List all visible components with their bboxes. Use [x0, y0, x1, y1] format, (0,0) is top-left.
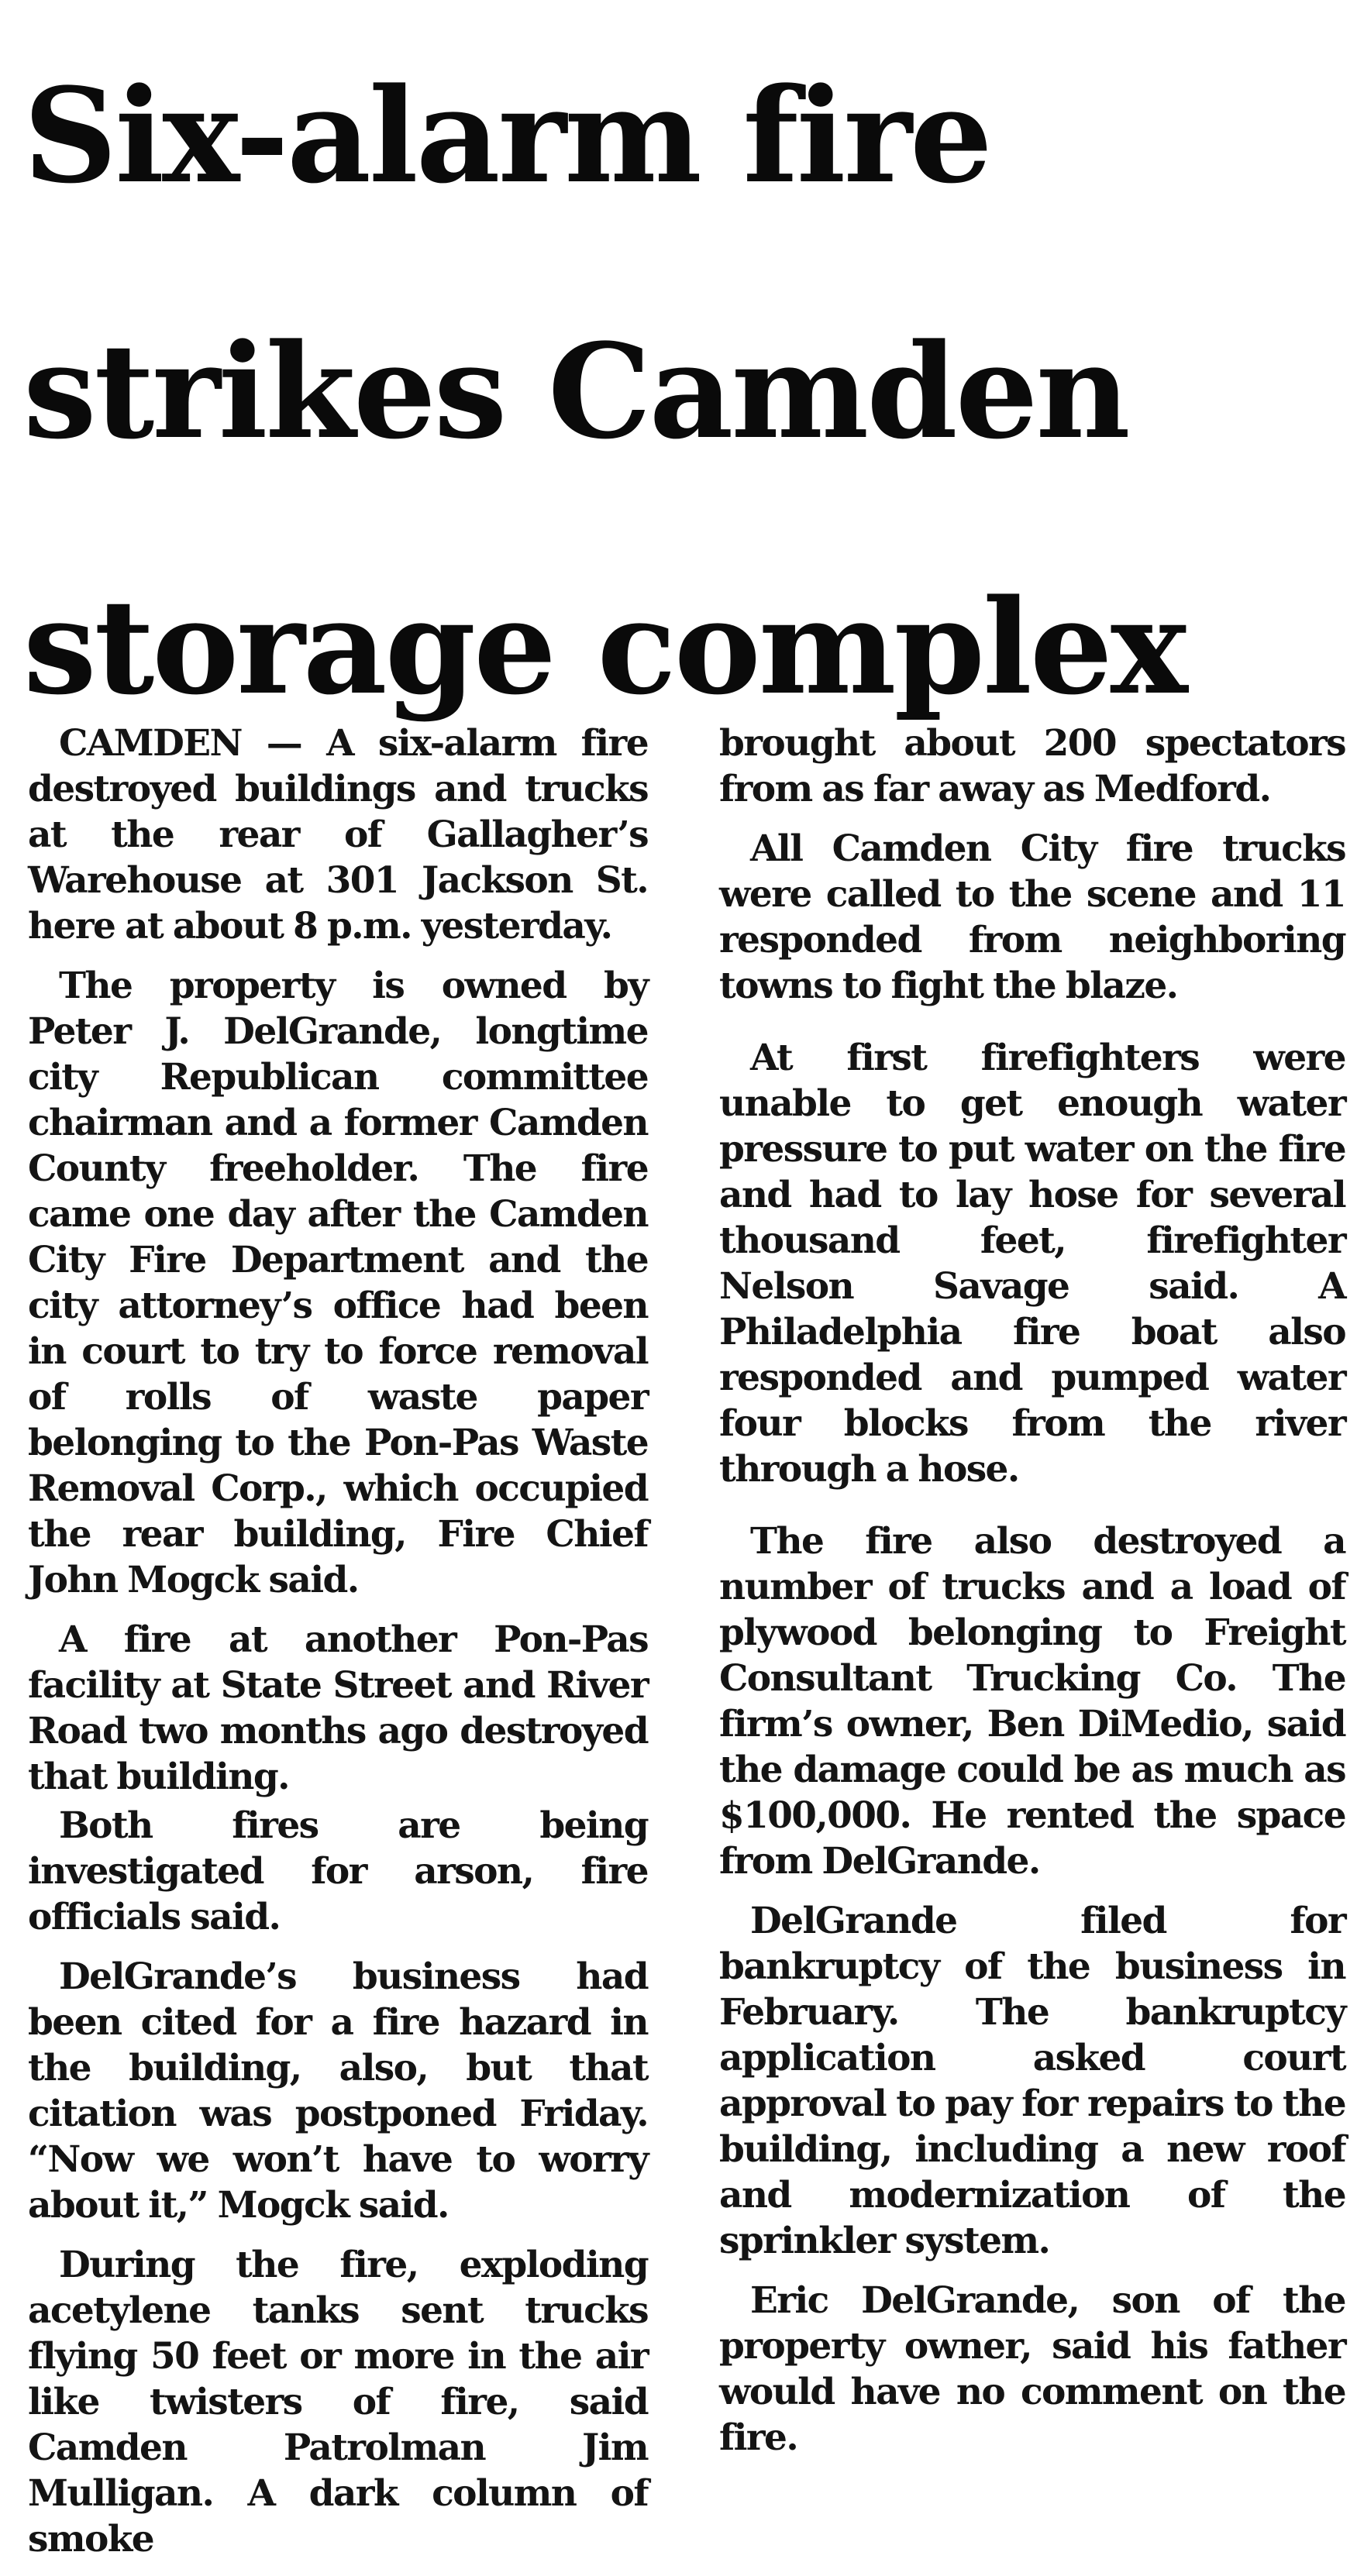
paragraph-water-pressure: At first firefighters were unable to get enough water pressure to put water on the fire and had to lay hose for several thousand feet, firefighter Nelson Savage said. A Philadelphia fire boat also responded and pumped water four blocks from the river through a hose. [719, 1037, 1345, 1491]
headline-line-1: Six-alarm fire [23, 59, 990, 212]
headline [23, 8, 1356, 775]
paragraph-dateline: CAMDEN — A six-alarm fire destroyed buildings and trucks at the rear of Gallagher’s Warehouse at 301 Jackson St. here at about 8 p.m. yesterday. [28, 722, 648, 948]
headline-line-3: storage complex [23, 570, 1186, 724]
paragraph-arson: Both fires are being investigated for arson, fire officials said. [28, 1804, 648, 1938]
paragraph-fire-hazard: DelGrande’s business had been cited for a fire hazard in the building, also, but that citation was postponed Friday. “Now we won’t have to worry about it,” Mogck said. [28, 1955, 648, 2227]
paragraph-explosions: During the fire, exploding acetylene tanks sent trucks flying 50 feet or more in the air like twisters of fire, said Camden Patrolman Jim Mulligan. A dark column of smoke [28, 2244, 648, 2561]
paragraph-no-comment: Eric DelGrande, son of the property owner, said his father would have no comment on the fire. [719, 2279, 1345, 2459]
paragraph-damage: The fire also destroyed a number of trucks and a load of plywood belonging to Freight Consultant Trucking Co. The firm’s owner, Ben DiMedio, said the damage could be as much as $100,000. He rented the space from DelGrande. [719, 1520, 1345, 1883]
paragraph-property-owner: The property is owned by Peter J. DelGrande, longtime city Republican committee chairman and a former Camden County freeholder. The fire came one day after the Camden City Fire Department and the city attorney’s office had been in court to try to force removal of rolls of waste paper belonging to the Pon-Pas Waste Removal Corp., which occupied the rear building, Fire Chief John Mogck said. [28, 965, 648, 1601]
right-column [719, 721, 1345, 2475]
paragraph-previous-fire: A fire at another Pon-Pas facility at State Street and River Road two months ago destroyed that building. [28, 1618, 648, 1798]
left-column [28, 721, 648, 2576]
paragraph-bankruptcy: DelGrande filed for bankruptcy of the business in February. The bankruptcy application asked court approval to pay for repairs to the building, including a new roof and modernization of the sprinkler system. [719, 1900, 1345, 2262]
paragraph-spectators: brought about 200 spectators from as far away as Medford. [719, 722, 1345, 810]
headline-line-2: strikes Camden [23, 315, 1128, 468]
paragraph-fire-trucks: All Camden City fire trucks were called to the scene and 11 responded from neighboring towns to fight the blaze. [719, 827, 1345, 1007]
